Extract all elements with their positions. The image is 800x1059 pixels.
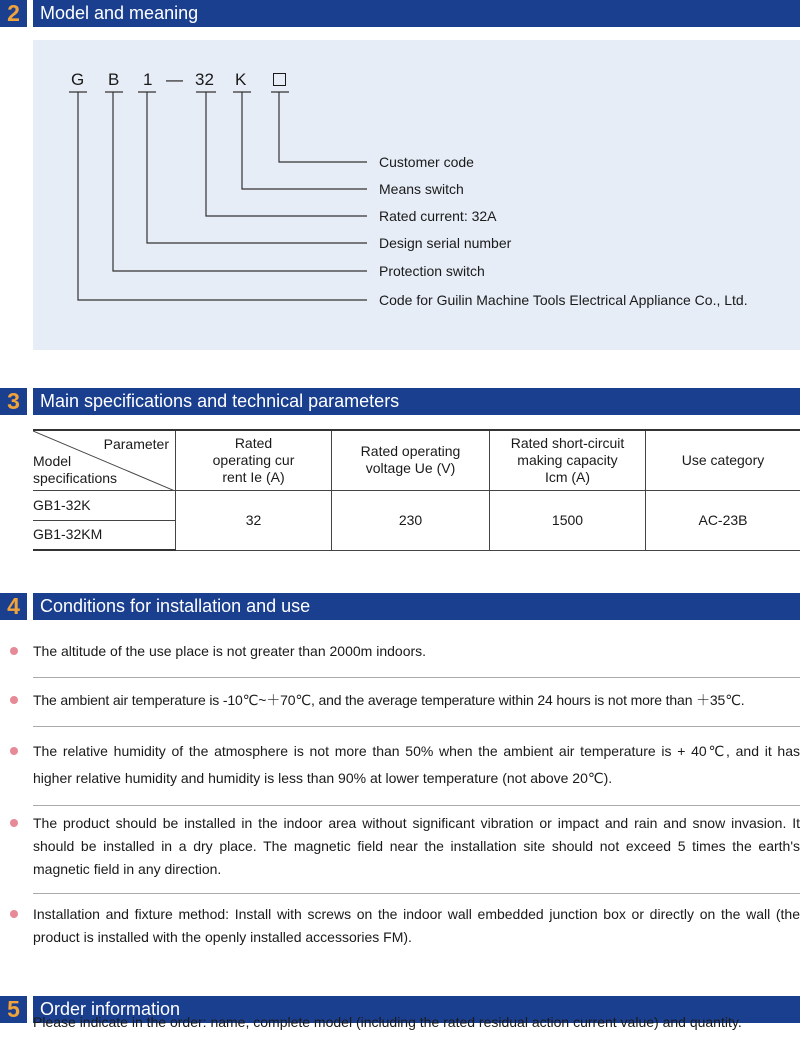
code-char-k: K [235,70,247,89]
header-rated-voltage [332,430,490,490]
section-title: Order information [33,996,800,1023]
divider [33,893,800,894]
header-rated-current [176,430,332,490]
section-header-conditions [0,593,800,620]
voltage-value: 230 [332,490,490,550]
order-information-text: Please indicate in the order: name, complete model (including the rated residual action current value) and quantity. [33,1014,742,1030]
bullet-dot [10,696,18,704]
code-char-32: 32 [195,70,214,89]
condition-text: The altitude of the use place is not greater than 2000m indoors. [33,643,427,659]
header-line: Icm (A) [544,468,591,485]
section-title: Model and meaning [33,0,800,27]
section-title: Conditions for installation and use [33,593,800,620]
making-value: 1500 [490,490,646,550]
section-title: Main specifications and technical parameters [33,388,800,415]
condition-text: The product should be installed in the indoor area without significant vibration or impact and rain and snow invasion. It should be installed in a dry place. The magnetic field near the installation site should not exceed 5 times the earth's magnetic field in any direction. [33,815,800,877]
desc-design-serial: Design serial number [379,235,512,251]
spec-table [33,429,800,551]
header-line: Rated operating [360,443,461,460]
section-number: 3 [0,388,27,415]
desc-protection-switch: Protection switch [379,263,485,279]
category-value: AC-23B [646,490,800,550]
section-header-model [0,0,800,27]
diagonal-header-cell [33,430,176,490]
model-cell: GB1-32KM [33,520,176,550]
condition-text: The relative humidity of the atmosphere is not more than 50% when the ambient air temperature is + 40℃, and it has higher relative humidity and humidity is less than 90% at lower temperature (not above 20℃). [33,743,800,786]
model-meaning-panel [33,40,800,350]
desc-means-switch: Means switch [379,181,464,197]
table-header-row [33,430,800,490]
desc-company-code: Code for Guilin Machine Tools Electrical Appliance Co., Ltd. [379,292,748,308]
header-making-capacity [490,430,646,490]
header-line: Rated [234,434,273,451]
code-char-1: 1 [143,70,153,89]
condition-text: The ambient air temperature is -10℃~＋70℃, and the average temperature within 24 hours is not more than ＋35℃. [33,692,745,708]
desc-rated-current: Rated current: 32A [379,208,497,224]
header-line: rent Ie (A) [222,468,285,485]
code-char-g: G [71,70,85,89]
header-model: Model [33,453,72,469]
desc-customer-code: Customer code [379,154,474,170]
code-char-dash: — [166,70,183,89]
divider [33,726,800,727]
condition-text: Installation and fixture method: Install with screws on the indoor wall embedded junction box or directly on the wall (the product is installed with the openly installed accessories FM). [33,906,800,945]
bullet-dot [10,910,18,918]
header-line: operating cur [212,451,295,468]
header-line: Rated short-circuit [510,434,625,451]
model-cell: GB1-32K [33,490,176,520]
bullet-dot [10,747,18,755]
code-char-b: B [108,70,120,89]
current-value: 32 [176,490,332,550]
header-use-category: Use category [646,430,800,490]
section-number: 5 [0,996,27,1023]
bullet-dot [10,819,18,827]
divider [33,677,800,678]
bullet-dot [10,647,18,655]
table-row [33,490,800,520]
section-header-specs [0,388,800,415]
section-number: 2 [0,0,27,27]
divider [33,805,800,806]
header-line: voltage Ue (V) [365,460,456,477]
section-number: 4 [0,593,27,620]
header-line: making capacity [517,451,618,468]
header-specifications: specifications [33,470,118,486]
header-parameter: Parameter [103,436,169,452]
